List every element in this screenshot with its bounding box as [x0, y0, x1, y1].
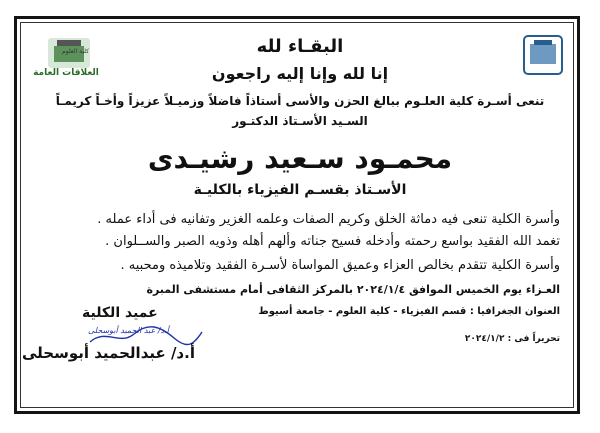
- body-line-3: وأسرة الكلية تتقدم بخالص العزاء وعميق المواساة لأسـرة الفقيد وتلاميذه ومحبيه .: [120, 258, 560, 273]
- title-sayed: السـيد الأسـتاذ الدكتـور: [232, 114, 368, 128]
- header-baqa: البقـاء لله: [256, 36, 344, 57]
- header-inna: إنا لله وإنا إليه راجعون: [211, 64, 389, 83]
- condolence-details: العـزاء يوم الخميس الموافق ٢٠٢٤/١/٤ بالمركز الثقافى أمام مستشفى المبرة: [146, 283, 560, 296]
- deceased-position: الأسـتاذ بقسـم الفيزياء بالكليـة: [193, 182, 407, 198]
- deceased-name: محمـود سـعيد رشيـدى: [147, 142, 453, 175]
- dean-label: عميد الكلية: [82, 305, 158, 321]
- body-line-2: تغمد الله الفقيد بواسع رحمته وأدخله فسيح جناته وألهم أهله وذويه الصبر والســلوان .: [105, 234, 560, 249]
- dean-printed-name: أ.د/ عبدالحميد أبوسحلى: [22, 344, 195, 362]
- body-line-1: وأسرة الكلية تنعى فيه دماثة الخلق وكريم الصفات وعلمه الغزير وتفانيه فى أداء عمله .: [97, 212, 560, 227]
- logo-caption: العلاقات العامة: [33, 68, 99, 78]
- logo-name-small: كلية العلوم: [62, 48, 89, 55]
- address-line: العنوان الجغرافيا : قسم الفيزياء - كلية العلوم - جامعة أسيوط: [258, 306, 560, 317]
- date-line: تحريراً فى : ٢٠٢٤/١/٢: [464, 334, 560, 344]
- signature-text: أ.د/ عبد الحميد أبوسحلى: [88, 326, 169, 335]
- announcement: تنعى أسـرة كلية العلـوم ببالغ الحزن والأسى أستاذاً فاضلاً وزميـلاً عزيزاً وأخـاً كريمـاً: [55, 94, 545, 108]
